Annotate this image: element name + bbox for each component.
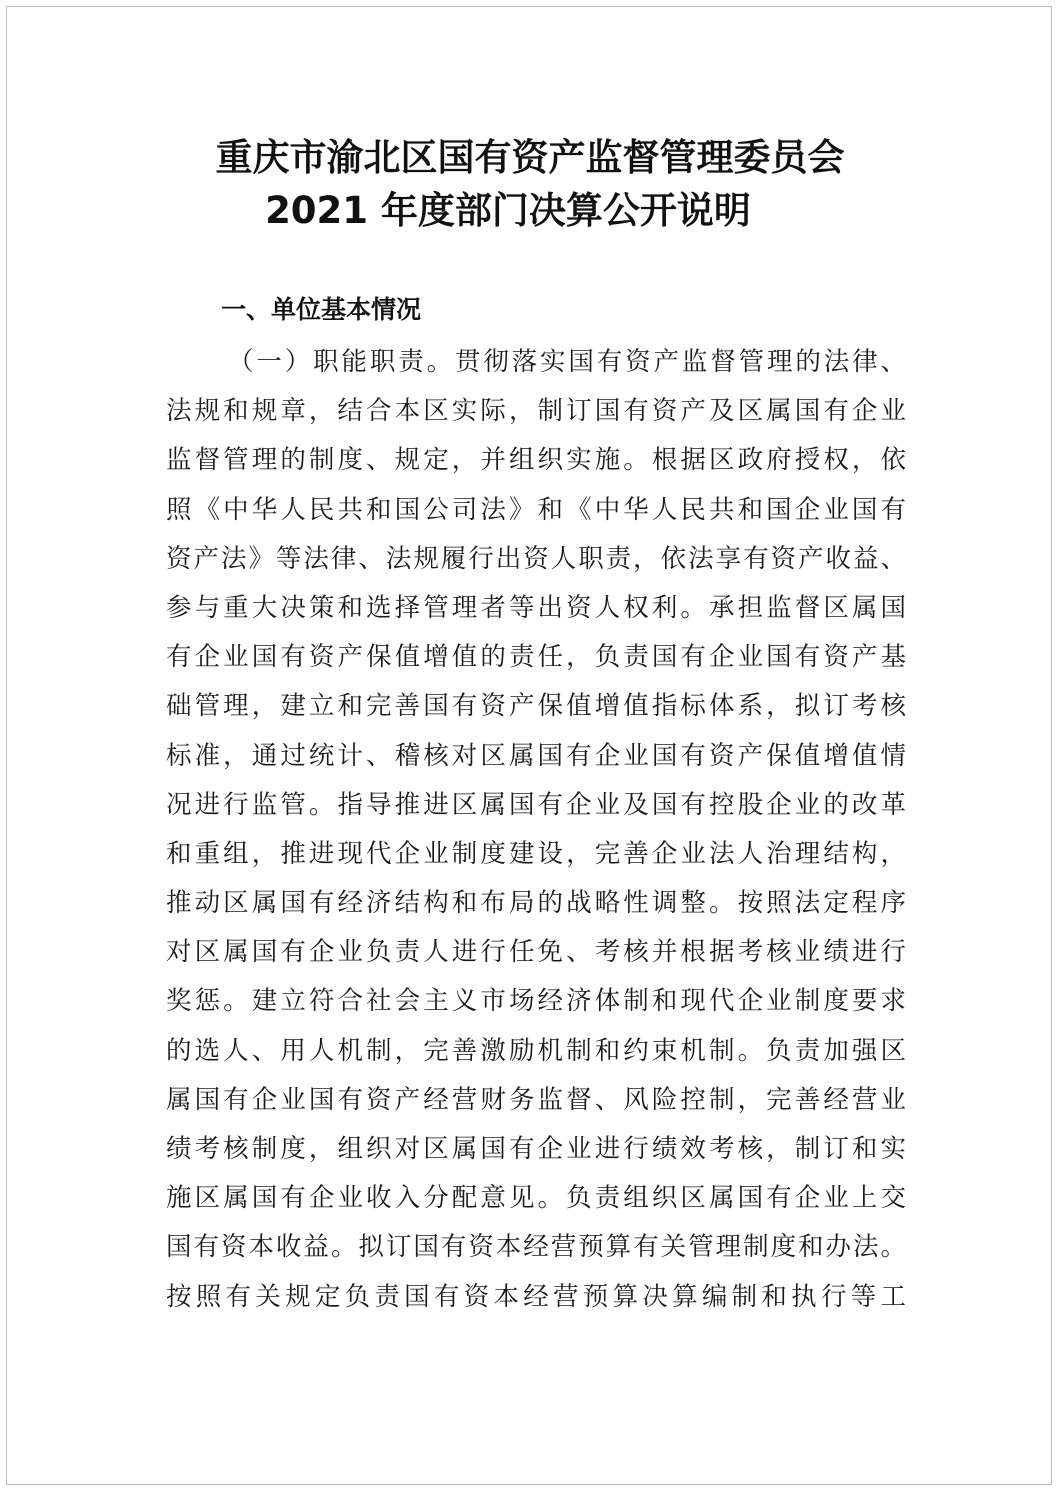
paragraph-line: 况进行监管。指导推进区属国有企业及国有控股企业的改革 [166,789,906,820]
paragraph-line: 础管理，建立和完善国有资产保值增值指标体系，拟订考核 [166,691,906,722]
document-title-line-1: 重庆市渝北区国有资产监督管理委员会 [215,136,845,179]
paragraph-line: 照《中华人民共和国公司法》和《中华人民共和国企业国有 [166,494,906,525]
paragraph-line: 施区属国有企业收入分配意见。负责组织区属国有企业上交 [166,1183,906,1214]
paragraph-line: 和重组，推进现代企业制度建设，完善企业法人治理结构， [166,838,906,869]
paragraph-line: 国有资本收益。拟订国有资本经营预算有关管理制度和办法。 [166,1232,906,1263]
paragraph-line: 对区属国有企业负责人进行任免、考核并根据考核业绩进行 [166,937,906,968]
paragraph-line: 参与重大决策和选择管理者等出资人权利。承担监督区属国 [166,592,906,623]
paragraph-line: 绩考核制度，组织对区属国有企业进行绩效考核，制订和实 [166,1134,906,1164]
paragraph-line: 的选人、用人机制，完善激励机制和约束机制。负责加强区 [166,1035,906,1066]
document-title-line-2: 2021 年度部门决算公开说明 [265,189,751,232]
paragraph-line: 奖惩。建立符合社会主义市场经济体制和现代企业制度要求 [166,986,906,1017]
paragraph-line: 有企业国有资产保值增值的责任，负责国有企业国有资产基 [166,642,906,673]
paragraph-line: 标准，通过统计、稽核对区属国有企业国有资产保值增值情 [166,740,906,771]
paragraph-line: 属国有企业国有资产经营财务监督、风险控制，完善经营业 [166,1084,906,1115]
paragraph-line: 法规和规章，结合本区实际，制订国有资产及区属国有企业 [166,396,906,427]
section-heading: 一、单位基本情况 [221,295,422,324]
paragraph-line: 监督管理的制度、规定，并组织实施。根据区政府授权，依 [166,445,906,476]
paragraph-line: 资产法》等法律、法规履行出资人职责，依法享有资产收益、 [166,543,906,574]
paragraph-line: （一）职能职责。贯彻落实国有资产监督管理的法律、 [228,347,906,377]
paragraph-line: 推动区属国有经济结构和布局的战略性调整。按照法定程序 [166,888,906,919]
paragraph-line: 按照有关规定负责国有资本经营预算决算编制和执行等工 [166,1281,906,1312]
document-body [166,338,906,1322]
